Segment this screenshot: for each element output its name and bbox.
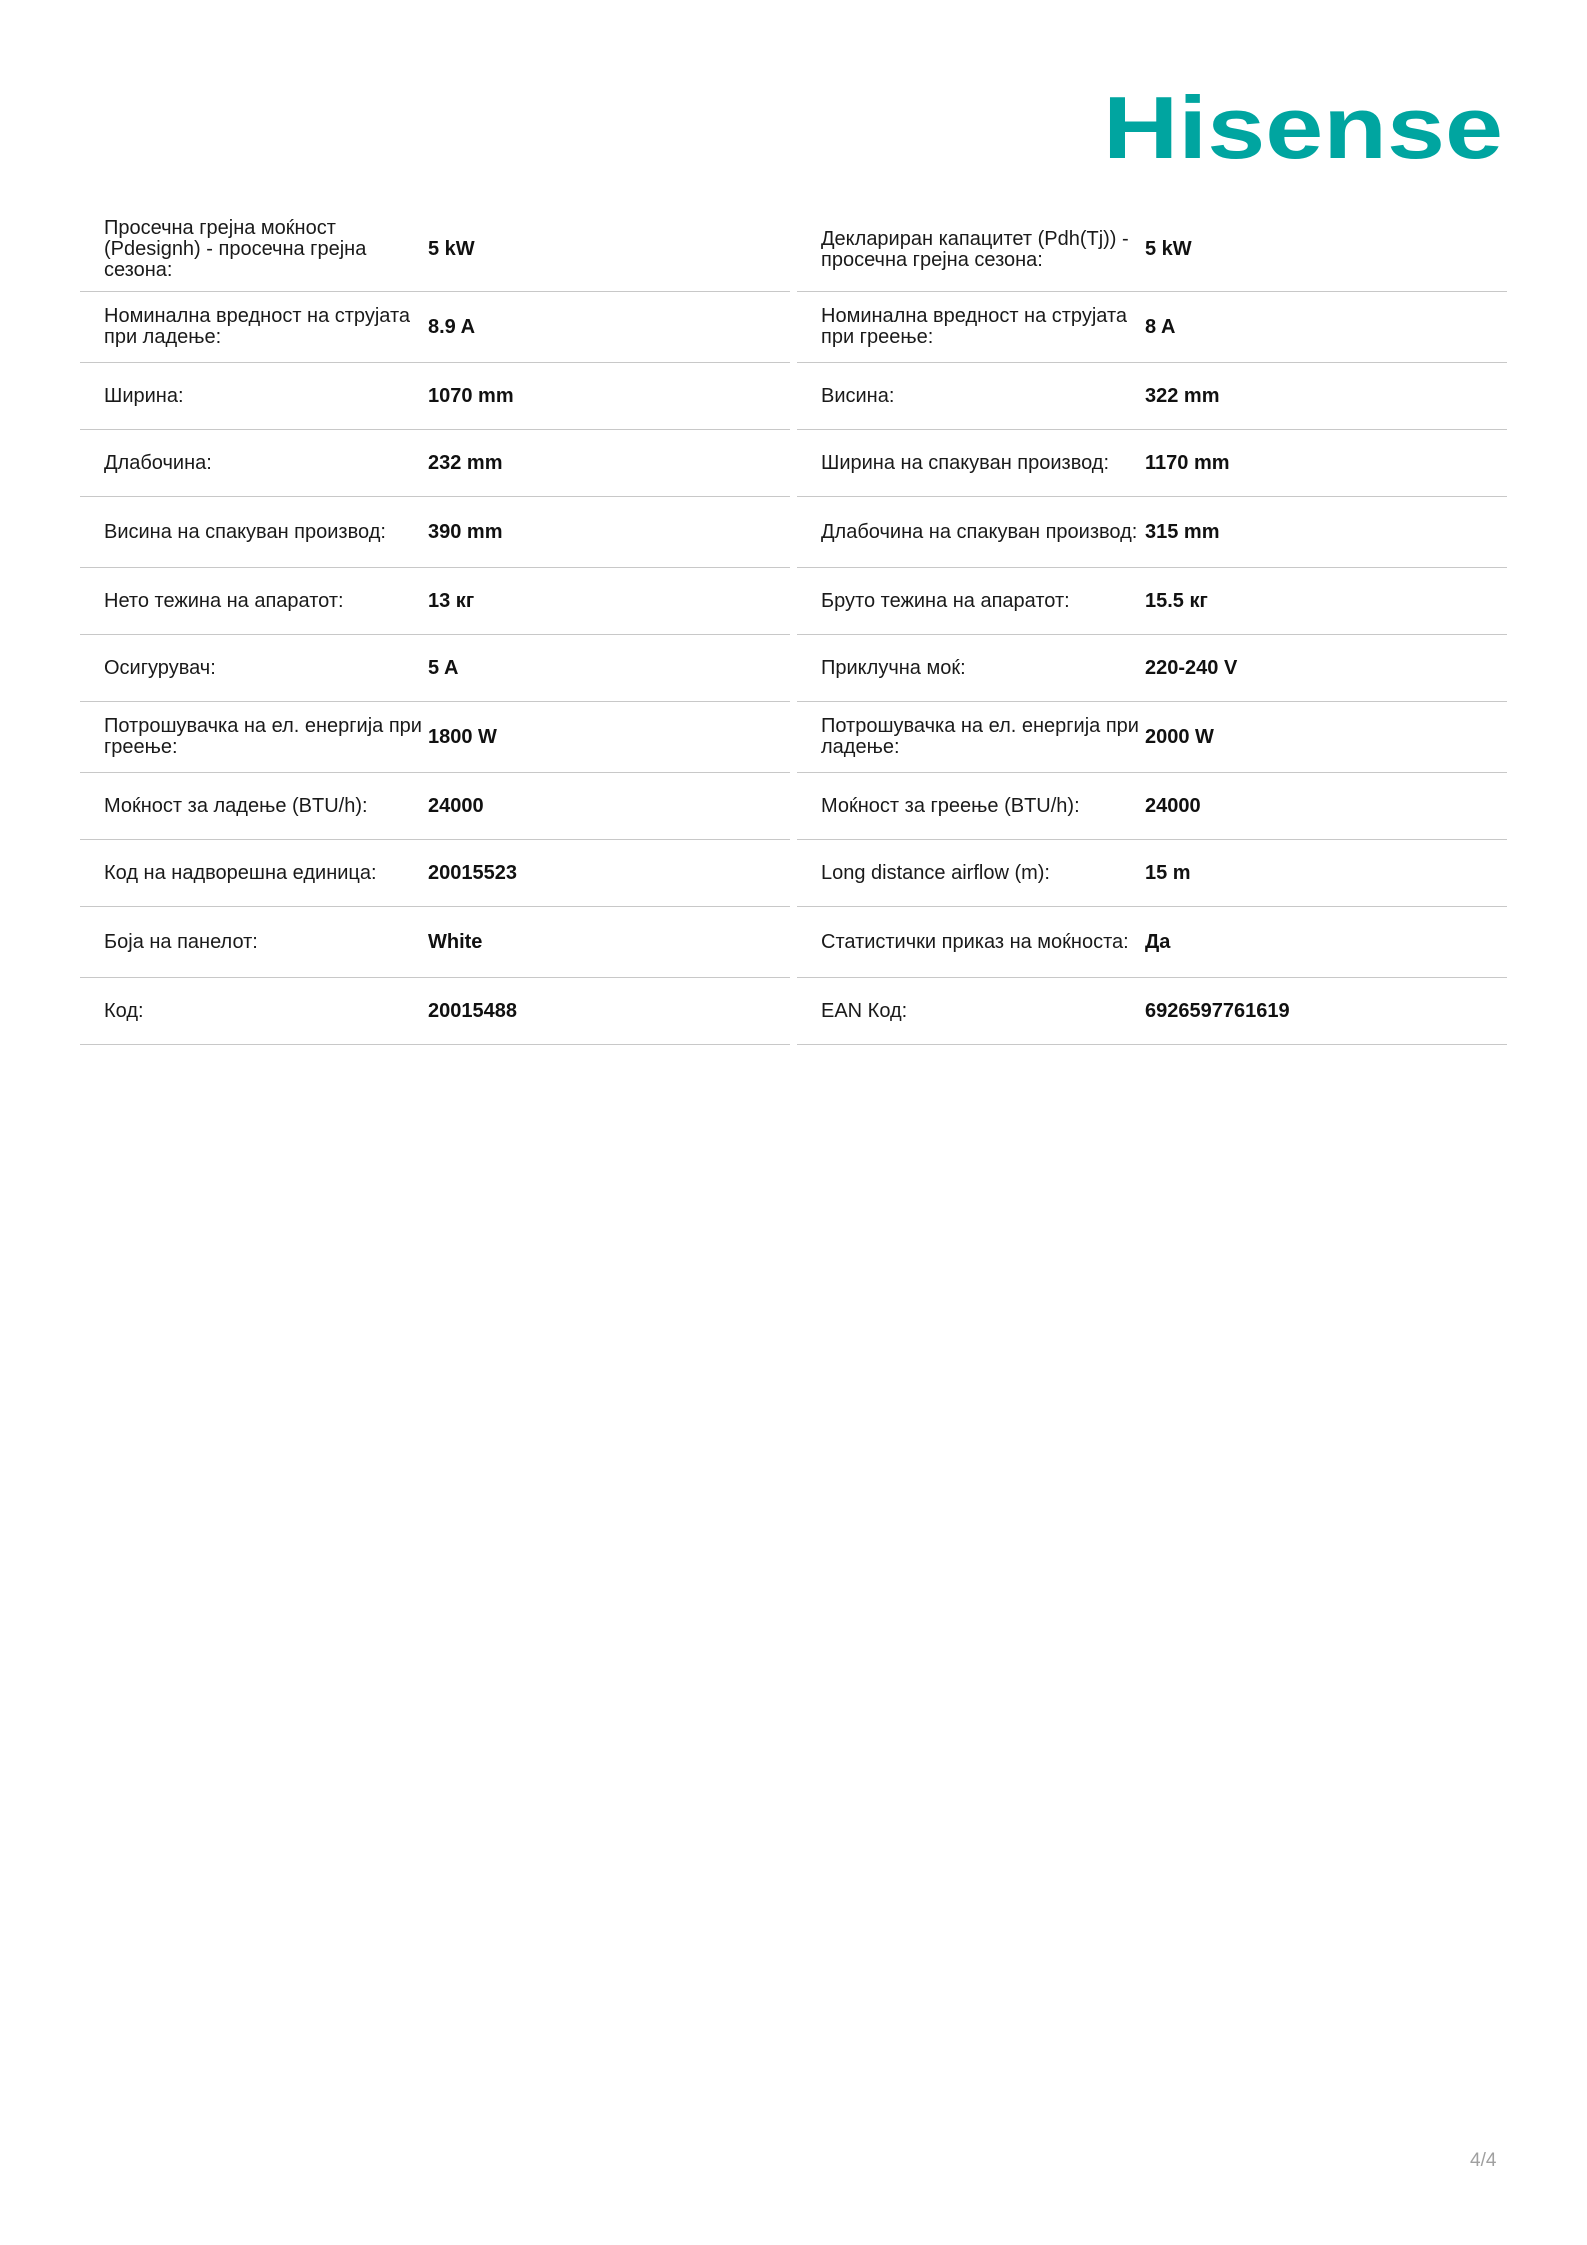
spec-label: Номинална вредност на струјата при ладење:: [104, 305, 411, 348]
spec-row: [797, 840, 1507, 907]
spec-label: EAN Код:: [821, 999, 908, 1022]
page-number: 4/4: [1470, 2150, 1497, 2171]
spec-row: [797, 773, 1507, 840]
spec-label: Приклучна моќ:: [821, 656, 966, 679]
spec-row: [80, 840, 790, 907]
hisense-logo-graphic: [1100, 88, 1506, 168]
spec-row: [80, 568, 790, 635]
spec-value: 20015488: [428, 999, 517, 1022]
spec-value: 6926597761619: [1145, 999, 1290, 1022]
spec-table: [80, 208, 1507, 1045]
spec-value: 220-240 V: [1145, 656, 1238, 679]
spec-label: Номинална вредност на струјата при греење:: [821, 305, 1128, 348]
spec-row: [80, 497, 790, 568]
spec-value: 2000 W: [1145, 725, 1214, 748]
spec-label: Боја на панелот:: [104, 930, 258, 953]
spec-label: Статистички приказ на моќноста:: [821, 930, 1129, 953]
brand-logo: [1100, 88, 1506, 168]
spec-value: 15 m: [1145, 861, 1191, 884]
spec-row: [797, 208, 1507, 292]
spec-label: Потрошувачка на ел. енергија при греење:: [104, 715, 422, 758]
spec-value: 15.5 кг: [1145, 589, 1208, 612]
spec-label: Длабочина на спакуван производ:: [821, 520, 1138, 543]
spec-value: 24000: [1145, 794, 1201, 817]
spec-row: [797, 568, 1507, 635]
spec-row: [797, 907, 1507, 978]
spec-value: 5 A: [428, 656, 459, 679]
spec-value: 390 mm: [428, 520, 503, 543]
spec-row: [797, 978, 1507, 1045]
spec-label: Просечна грејна моќност (Pdesignh) - просечна грејна сезона:: [104, 217, 367, 281]
spec-value: Да: [1145, 930, 1171, 953]
spec-label: Нето тежина на апаратот:: [104, 589, 344, 612]
spec-value: 5 kW: [1145, 238, 1192, 260]
spec-row: [797, 292, 1507, 363]
spec-value: 8 A: [1145, 315, 1176, 338]
spec-value: 322 mm: [1145, 384, 1220, 407]
spec-column-left: [80, 208, 790, 1045]
spec-value: 24000: [428, 794, 484, 817]
spec-label: Потрошувачка на ел. енергија при ладење:: [821, 715, 1139, 758]
spec-label: Длабочина:: [104, 451, 212, 474]
spec-label: Бруто тежина на апаратот:: [821, 589, 1070, 612]
spec-value: 5 kW: [428, 238, 475, 260]
spec-label: Моќност за ладење (BTU/h):: [104, 794, 368, 817]
spec-label: Ширина на спакуван производ:: [821, 451, 1110, 474]
spec-label: Моќност за греење (BTU/h):: [821, 794, 1080, 817]
spec-row: [797, 363, 1507, 430]
spec-value: 8.9 A: [428, 315, 476, 338]
spec-value: 232 mm: [428, 451, 503, 474]
spec-row: [797, 497, 1507, 568]
spec-row: [797, 635, 1507, 702]
spec-label: Ширина:: [104, 384, 184, 407]
spec-label: Код:: [104, 999, 144, 1022]
spec-value: 20015523: [428, 861, 517, 884]
spec-row: [797, 430, 1507, 497]
spec-value: 315 mm: [1145, 520, 1220, 543]
spec-column-right: [797, 208, 1507, 1045]
spec-row: [80, 292, 790, 363]
spec-row: [80, 635, 790, 702]
spec-value: White: [428, 930, 483, 953]
spec-row: [80, 702, 790, 773]
spec-row: [80, 907, 790, 978]
spec-row: [80, 208, 790, 292]
spec-label: Осигурувач:: [104, 656, 216, 679]
brand-logo-text: Hisense: [1103, 88, 1503, 168]
spec-label: Деклариран капацитет (Pdh(Tj)) - просечна грејна сезона:: [821, 227, 1129, 271]
spec-label: Висина:: [821, 384, 895, 407]
spec-value: 13 кг: [428, 589, 475, 612]
spec-value: 1800 W: [428, 725, 497, 748]
spec-label: Висина на спакуван производ:: [104, 520, 386, 543]
spec-value: 1070 mm: [428, 384, 514, 407]
spec-label: Код на надворешна единица:: [104, 861, 377, 884]
spec-row: [80, 363, 790, 430]
spec-row: [80, 773, 790, 840]
spec-row: [797, 702, 1507, 773]
spec-row: [80, 430, 790, 497]
spec-row: [80, 978, 790, 1045]
spec-label: Long distance airflow (m):: [821, 861, 1050, 884]
spec-value: 1170 mm: [1145, 451, 1230, 474]
